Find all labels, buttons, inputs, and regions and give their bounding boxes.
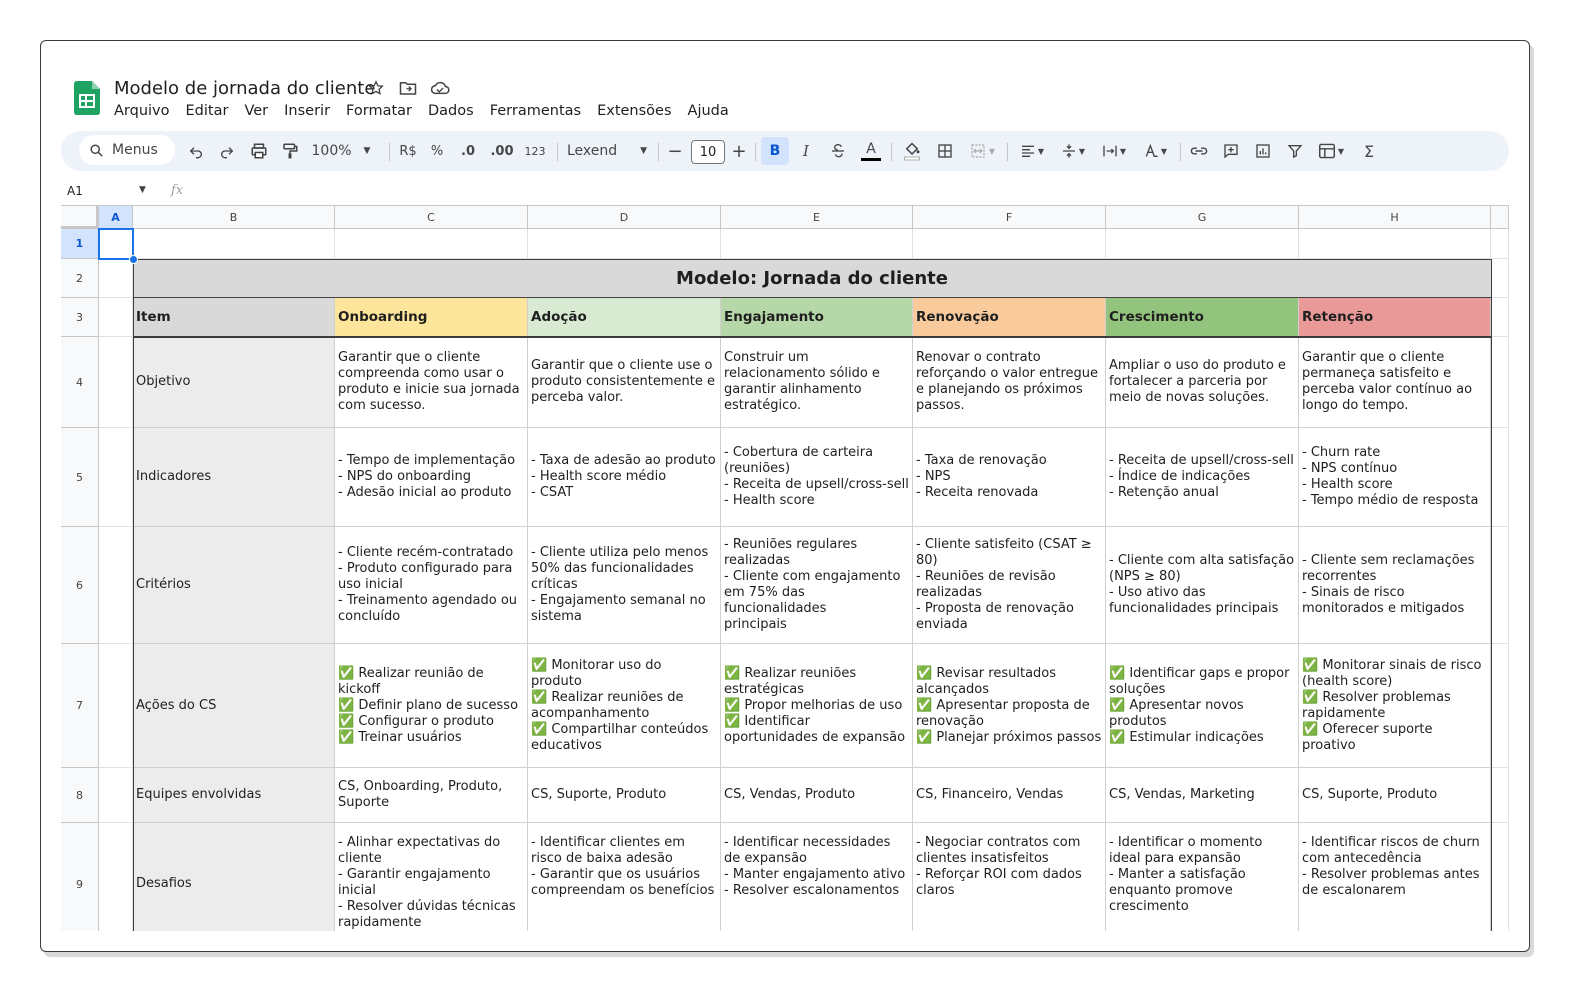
grid-cell[interactable] bbox=[1491, 229, 1509, 259]
grid-cell[interactable] bbox=[1299, 229, 1491, 259]
vertical-align-icon[interactable] bbox=[1055, 137, 1091, 165]
row-label: Desafios bbox=[133, 823, 335, 931]
column-header-b[interactable]: B bbox=[133, 206, 335, 229]
table-view-icon[interactable] bbox=[1313, 137, 1349, 165]
chevron-down-icon: ▼ bbox=[363, 146, 371, 156]
menu-editar[interactable]: Editar bbox=[185, 103, 229, 119]
chevron-down-icon: ▼ bbox=[1119, 146, 1127, 156]
grid-cell[interactable] bbox=[1491, 259, 1509, 298]
menu-formatar[interactable]: Formatar bbox=[346, 103, 412, 119]
table-cell[interactable]: CS, Vendas, Produto bbox=[721, 768, 913, 823]
undo-icon[interactable] bbox=[184, 137, 208, 165]
toolbar-divider bbox=[1180, 143, 1181, 161]
table-title: Modelo: Jornada do cliente bbox=[133, 259, 1491, 298]
grid-cell[interactable] bbox=[99, 823, 133, 931]
stage-header-5: Retenção bbox=[1299, 298, 1491, 337]
paint-format-icon[interactable] bbox=[278, 137, 302, 165]
grid-cell[interactable] bbox=[99, 337, 133, 428]
stage-header-0: Onboarding bbox=[335, 298, 528, 337]
column-header-c[interactable]: C bbox=[335, 206, 528, 229]
grid-cell[interactable] bbox=[99, 428, 133, 527]
grid-cell[interactable] bbox=[99, 259, 133, 298]
table-cell[interactable]: ✅ Revisar resultados alcançados ✅ Apresentar proposta de renovação ✅ Planejar próximos passos bbox=[913, 644, 1106, 768]
table-cell[interactable]: - Tempo de implementação - NPS do onboarding - Adesão inicial ao produto bbox=[335, 428, 528, 527]
number-format-button[interactable]: 123 bbox=[524, 144, 546, 158]
toolbar-divider bbox=[658, 143, 659, 161]
increase-font-size-button[interactable]: + bbox=[731, 140, 747, 162]
row-label: Indicadores bbox=[133, 428, 335, 527]
menu-ferramentas[interactable]: Ferramentas bbox=[489, 103, 582, 119]
grid-cell[interactable] bbox=[913, 229, 1106, 259]
table-cell[interactable]: ✅ Realizar reunião de kickoff ✅ Definir plano de sucesso ✅ Configurar o produto ✅ Treinar usuários bbox=[335, 644, 528, 768]
grid-cell[interactable] bbox=[1106, 229, 1299, 259]
toolbar-divider bbox=[389, 143, 390, 161]
text-color-button[interactable] bbox=[858, 137, 884, 165]
grid-cell[interactable] bbox=[99, 768, 133, 823]
increase-decimal-button[interactable] bbox=[489, 137, 515, 165]
table-cell[interactable]: - Taxa de adesão ao produto - Health score médio - CSAT bbox=[528, 428, 721, 527]
column-header-d[interactable]: D bbox=[528, 206, 721, 229]
table-cell[interactable]: - Alinhar expectativas do cliente - Garantir engajamento inicial - Resolver dúvidas técnicas rapidamente bbox=[335, 823, 528, 931]
search-menus[interactable] bbox=[79, 135, 175, 165]
grid-cell[interactable] bbox=[1491, 428, 1509, 527]
stage-header-1: Adoção bbox=[528, 298, 721, 337]
table-cell[interactable]: - Identificar clientes em risco de baixa adesão - Garantir que os usuários compreendam os benefícios bbox=[528, 823, 721, 931]
italic-button[interactable]: I bbox=[803, 142, 809, 160]
table-cell[interactable]: CS, Vendas, Marketing bbox=[1106, 768, 1299, 823]
table-cell[interactable]: CS, Financeiro, Vendas bbox=[913, 768, 1106, 823]
table-cell[interactable]: - Cliente utiliza pelo menos 50% das funcionalidades críticas - Engajamento semanal no sistema bbox=[528, 527, 721, 644]
table-cell[interactable]: Garantir que o cliente compreenda como usar o produto e inicie sua jornada com sucesso. bbox=[335, 337, 528, 428]
table-cell[interactable]: - Churn rate - NPS contínuo - Health score - Tempo médio de resposta bbox=[1299, 428, 1491, 527]
column-header-extra[interactable] bbox=[1491, 206, 1509, 229]
table-cell[interactable]: Ampliar o uso do produto e fortalecer a parceria por meio de novas soluções. bbox=[1106, 337, 1299, 428]
toolbar-divider bbox=[891, 143, 892, 161]
table-cell[interactable]: ✅ Identificar gaps e propor soluções ✅ Apresentar novos produtos ✅ Estimular indicações bbox=[1106, 644, 1299, 768]
row-header-7[interactable]: 7 bbox=[61, 644, 99, 768]
table-cell[interactable]: - Cliente com alta satisfação (NPS ≥ 80) - Uso ativo das funcionalidades principais bbox=[1106, 527, 1299, 644]
star-icon[interactable] bbox=[366, 78, 386, 98]
chevron-down-icon: ▼ bbox=[1160, 146, 1168, 156]
table-cell[interactable]: Garantir que o cliente permaneça satisfeito e perceba valor contínuo ao longo do tempo. bbox=[1299, 337, 1491, 428]
table-cell[interactable]: - Negociar contratos com clientes insatisfeitos - Reforçar ROI com dados claros bbox=[913, 823, 1106, 931]
row-label: Equipes envolvidas bbox=[133, 768, 335, 823]
table-cell[interactable]: - Identificar necessidades de expansão - Manter engajamento ativo - Resolver escalonamentos bbox=[721, 823, 913, 931]
toolbar-divider bbox=[1007, 143, 1008, 161]
spreadsheet-grid[interactable] bbox=[61, 205, 1509, 931]
stage-header-3: Renovação bbox=[913, 298, 1106, 337]
row-header-4[interactable]: 4 bbox=[61, 337, 99, 428]
table-cell[interactable]: - Cliente satisfeito (CSAT ≥ 80) - Reuniões de revisão realizadas - Proposta de renovação enviada bbox=[913, 527, 1106, 644]
table-cell[interactable]: Garantir que o cliente use o produto consistentemente e perceba valor. bbox=[528, 337, 721, 428]
insert-chart-icon[interactable] bbox=[1250, 137, 1276, 165]
decrease-decimal-button[interactable] bbox=[457, 137, 479, 165]
grid-cell[interactable] bbox=[335, 229, 528, 259]
grid-cell[interactable] bbox=[99, 644, 133, 768]
menu-arquivo[interactable]: Arquivo bbox=[114, 103, 170, 119]
font-name: Lexend bbox=[567, 143, 618, 159]
grid-cell[interactable] bbox=[1491, 823, 1509, 931]
chevron-down-icon: ▼ bbox=[1337, 146, 1345, 156]
table-cell[interactable]: ✅ Realizar reuniões estratégicas ✅ Propor melhorias de uso ✅ Identificar oportunidades de expansão bbox=[721, 644, 913, 768]
fx-icon: fx bbox=[171, 183, 184, 198]
row-header-1[interactable]: 1 bbox=[61, 229, 99, 259]
grid-cell[interactable] bbox=[528, 229, 721, 259]
app-window bbox=[40, 40, 1530, 952]
column-header-g[interactable]: G bbox=[1106, 206, 1299, 229]
chevron-down-icon[interactable]: ▼ bbox=[139, 185, 146, 195]
merge-cells-icon[interactable] bbox=[964, 137, 1000, 165]
row-header-3[interactable]: 3 bbox=[61, 298, 99, 337]
grid-cell[interactable] bbox=[1491, 298, 1509, 337]
font-select[interactable] bbox=[567, 137, 647, 165]
row-header-9[interactable]: 9 bbox=[61, 823, 99, 931]
table-cell[interactable]: ✅ Monitorar sinais de risco (health score) ✅ Resolver problemas rapidamente ✅ Oferecer suporte proativo bbox=[1299, 644, 1491, 768]
chevron-down-icon: ▼ bbox=[988, 146, 996, 156]
row-header-2[interactable]: 2 bbox=[61, 259, 99, 298]
column-header-e[interactable]: E bbox=[721, 206, 913, 229]
grid-cell[interactable] bbox=[1491, 768, 1509, 823]
zoom-value: 100% bbox=[311, 143, 352, 159]
menu-inserir[interactable]: Inserir bbox=[284, 103, 331, 119]
table-cell[interactable]: CS, Suporte, Produto bbox=[528, 768, 721, 823]
name-box[interactable]: A1 bbox=[67, 184, 83, 198]
table-cell[interactable]: - Cliente recém-contratado - Produto configurado para uso inicial - Treinamento agendado ou concluído bbox=[335, 527, 528, 644]
table-cell[interactable]: CS, Suporte, Produto bbox=[1299, 768, 1491, 823]
format-currency-button[interactable]: R$ bbox=[399, 143, 417, 159]
format-percent-button[interactable]: % bbox=[430, 143, 444, 159]
horizontal-align-icon[interactable] bbox=[1014, 137, 1050, 165]
decrease-decimal-label: .0 bbox=[461, 143, 475, 159]
grid-cell[interactable] bbox=[1491, 527, 1509, 644]
menu-ver[interactable]: Ver bbox=[244, 103, 269, 119]
increase-decimal-label: .00 bbox=[490, 143, 514, 159]
header-divider bbox=[133, 336, 1491, 338]
column-header-h[interactable]: H bbox=[1299, 206, 1491, 229]
fill-color-icon[interactable] bbox=[899, 137, 925, 165]
sheets-logo-icon[interactable] bbox=[74, 81, 100, 115]
grid-cell[interactable] bbox=[1491, 644, 1509, 768]
functions-button[interactable]: Σ bbox=[1363, 141, 1375, 161]
cloud-saved-icon[interactable] bbox=[430, 78, 450, 98]
strikethrough-icon[interactable] bbox=[825, 137, 851, 165]
font-size-input[interactable]: 10 bbox=[691, 140, 725, 164]
text-color-glyph: A bbox=[866, 140, 876, 157]
menu-extensoes[interactable]: Extensões bbox=[597, 103, 672, 119]
toolbar-divider bbox=[557, 143, 558, 161]
table-cell[interactable]: - Cobertura de carteira (reuniões) - Receita de upsell/cross-sell - Health score bbox=[721, 428, 913, 527]
column-header-a[interactable]: A bbox=[99, 206, 133, 229]
table-cell[interactable]: CS, Onboarding, Produto, Suporte bbox=[335, 768, 528, 823]
chevron-down-icon: ▼ bbox=[1078, 146, 1086, 156]
search-label: Menus bbox=[112, 142, 158, 158]
toolbar bbox=[61, 131, 1509, 171]
row-header-5[interactable]: 5 bbox=[61, 428, 99, 527]
document-title[interactable]: Modelo de jornada do cliente bbox=[114, 78, 376, 99]
fill-handle[interactable] bbox=[129, 255, 138, 264]
row-label: Ações do CS bbox=[133, 644, 335, 768]
menu-dados[interactable]: Dados bbox=[428, 103, 474, 119]
table-cell[interactable]: - Receita de upsell/cross-sell - Índice de indicações - Retenção anual bbox=[1106, 428, 1299, 527]
filter-icon[interactable] bbox=[1282, 137, 1308, 165]
column-header-f[interactable]: F bbox=[913, 206, 1106, 229]
stage-header-4: Crescimento bbox=[1106, 298, 1299, 337]
redo-icon[interactable] bbox=[215, 137, 239, 165]
selected-cell-a1[interactable] bbox=[98, 228, 134, 260]
menu-bar bbox=[114, 103, 745, 119]
chevron-down-icon: ▼ bbox=[1037, 146, 1045, 156]
chevron-down-icon: ▼ bbox=[640, 146, 647, 156]
insert-link-icon[interactable] bbox=[1186, 137, 1212, 165]
bold-button[interactable]: B bbox=[761, 137, 789, 165]
decrease-font-size-button[interactable]: − bbox=[667, 140, 683, 162]
zoom-select[interactable] bbox=[311, 137, 371, 165]
table-cell[interactable]: Renovar o contrato reforçando o valor entregue e planejando os próximos passos. bbox=[913, 337, 1106, 428]
grid-cell[interactable] bbox=[99, 527, 133, 644]
search-icon bbox=[89, 143, 104, 158]
row-header-8[interactable]: 8 bbox=[61, 768, 99, 823]
row-label: Critérios bbox=[133, 527, 335, 644]
row-label: Objetivo bbox=[133, 337, 335, 428]
insert-comment-icon[interactable] bbox=[1218, 137, 1244, 165]
table-cell[interactable]: - Identificar riscos de churn com antecedência - Resolver problemas antes de escalonarem bbox=[1299, 823, 1491, 931]
move-folder-icon[interactable] bbox=[398, 78, 418, 98]
stage-header-2: Engajamento bbox=[721, 298, 913, 337]
formula-bar bbox=[61, 181, 1509, 203]
grid-cell[interactable] bbox=[721, 229, 913, 259]
grid-cell[interactable] bbox=[1491, 337, 1509, 428]
table-cell[interactable]: - Cliente sem reclamações recorrentes - Sinais de risco monitorados e mitigados bbox=[1299, 527, 1491, 644]
text-rotation-icon[interactable] bbox=[1137, 137, 1173, 165]
header-item: Item bbox=[133, 298, 335, 337]
table-cell[interactable]: Construir um relacionamento sólido e garantir alinhamento estratégico. bbox=[721, 337, 913, 428]
grid-cell[interactable] bbox=[133, 229, 335, 259]
table-cell[interactable]: - Reuniões regulares realizadas - Cliente com engajamento em 75% das funcionalidades principais bbox=[721, 527, 913, 644]
borders-icon[interactable] bbox=[932, 137, 958, 165]
print-icon[interactable] bbox=[247, 137, 271, 165]
select-all-corner[interactable] bbox=[61, 206, 99, 229]
text-color-swatch bbox=[861, 158, 881, 161]
row-header-6[interactable]: 6 bbox=[61, 527, 99, 644]
text-wrap-icon[interactable] bbox=[1096, 137, 1132, 165]
table-cell[interactable]: - Taxa de renovação - NPS - Receita renovada bbox=[913, 428, 1106, 527]
grid-cell[interactable] bbox=[99, 298, 133, 337]
toolbar-divider bbox=[755, 143, 756, 161]
table-cell[interactable]: ✅ Monitorar uso do produto ✅ Realizar reuniões de acompanhamento ✅ Compartilhar conteúdos educativos bbox=[528, 644, 721, 768]
table-cell[interactable]: - Identificar o momento ideal para expansão - Manter a satisfação enquanto promove crescimento bbox=[1106, 823, 1299, 931]
menu-ajuda[interactable]: Ajuda bbox=[687, 103, 729, 119]
